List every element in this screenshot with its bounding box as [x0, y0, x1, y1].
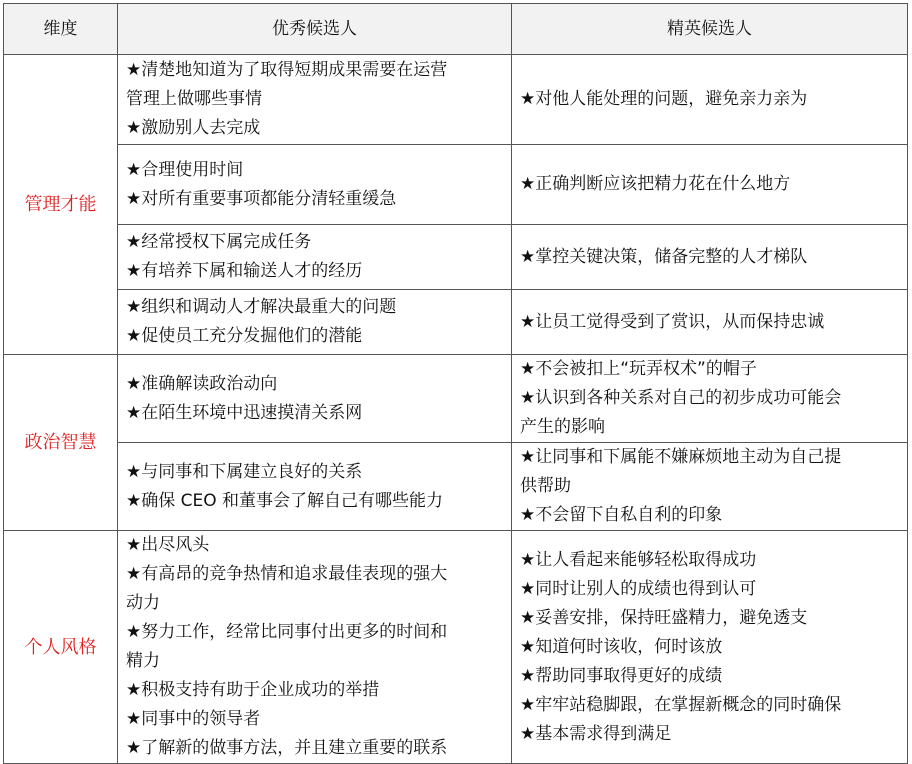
elite-item: ★正确判断应该把精力花在什么地方 — [520, 174, 791, 194]
dimension-style: 个人风格 — [4, 531, 118, 764]
dimension-politics: 政治智慧 — [4, 355, 118, 531]
elite-item: ★妥善安排，保持旺盛精力，避免透支 — [520, 607, 808, 628]
excellent-item: ★激励别人去完成 — [126, 118, 261, 138]
elite-item: ★不会被扣上“玩弄权术”的帽子 — [520, 359, 757, 379]
elite-item: ★不会留下自私自利的印象 — [520, 505, 723, 525]
elite-cell — [512, 443, 908, 531]
elite-cell — [512, 531, 908, 764]
elite-item: ★让员工觉得受到了赏识，从而保持忠诚 — [520, 311, 825, 332]
table-row — [4, 55, 908, 145]
elite-item: ★牢牢站稳脚跟，在掌握新概念的同时确保 — [520, 694, 842, 715]
elite-item: ★让同事和下属能不嫌麻烦地主动为自己提 — [520, 447, 842, 467]
excellent-item: ★经常授权下属完成任务 — [126, 232, 312, 252]
excellent-item: 精力 — [126, 651, 160, 671]
elite-item: ★知道何时该收，何时该放 — [520, 636, 723, 657]
excellent-cell — [118, 531, 512, 764]
excellent-cell — [118, 290, 512, 355]
excellent-item: ★积极支持有助于企业成功的举措 — [126, 680, 380, 700]
excellent-item: ★有培养下属和输送人才的经历 — [126, 261, 363, 281]
elite-cell — [512, 55, 908, 145]
elite-item: ★同时让别人的成绩也得到认可 — [520, 578, 757, 599]
table-row — [4, 225, 908, 290]
header-dimension: 维度 — [4, 4, 118, 55]
excellent-item: ★与同事和下属建立良好的关系 — [126, 461, 363, 482]
table-row — [4, 145, 908, 225]
elite-item: ★对他人能处理的问题，避免亲力亲为 — [520, 89, 808, 109]
elite-cell — [512, 290, 908, 355]
excellent-item: ★在陌生环境中迅速摸清关系网 — [126, 402, 363, 423]
header-row — [4, 4, 908, 55]
excellent-item: ★出尽风头 — [126, 535, 210, 555]
excellent-cell — [118, 443, 512, 531]
table-row — [4, 531, 908, 764]
excellent-item: ★促使员工充分发掘他们的潜能 — [126, 326, 363, 346]
excellent-item: ★合理使用时间 — [126, 159, 244, 180]
excellent-item: ★有高昂的竞争热情和追求最佳表现的强大 — [126, 564, 448, 584]
excellent-cell — [118, 145, 512, 225]
excellent-item: ★同事中的领导者 — [126, 709, 261, 729]
elite-item: ★认识到各种关系对自己的初步成功可能会 — [520, 388, 842, 408]
dimension-management: 管理才能 — [4, 55, 118, 355]
comparison-table — [3, 3, 908, 764]
table-row — [4, 290, 908, 355]
excellent-item: ★努力工作，经常比同事付出更多的时间和 — [126, 622, 448, 642]
header-excellent: 优秀候选人 — [118, 4, 512, 55]
elite-item: ★让人看起来能够轻松取得成功 — [520, 549, 757, 570]
elite-item: ★基本需求得到满足 — [520, 723, 672, 744]
elite-cell — [512, 355, 908, 443]
table-row — [4, 443, 908, 531]
excellent-item: ★组织和调动人才解决最重大的问题 — [126, 297, 397, 317]
elite-item: ★掌控关键决策，储备完整的人才梯队 — [520, 246, 808, 267]
table-row — [4, 355, 908, 443]
excellent-cell — [118, 55, 512, 145]
excellent-item: ★确保 CEO 和董事会了解自己有哪些能力 — [126, 490, 444, 511]
elite-item: 供帮助 — [520, 476, 571, 496]
excellent-item: 动力 — [126, 593, 160, 613]
header-elite: 精英候选人 — [512, 4, 908, 55]
elite-cell — [512, 145, 908, 225]
excellent-cell — [118, 355, 512, 443]
elite-item: 产生的影响 — [520, 417, 605, 437]
elite-cell — [512, 225, 908, 290]
excellent-item: ★对所有重要事项都能分清轻重缓急 — [126, 188, 397, 209]
excellent-item: ★清楚地知道为了取得短期成果需要在运营 — [126, 60, 448, 80]
excellent-item: ★了解新的做事方法，并且建立重要的联系 — [126, 738, 448, 758]
excellent-cell — [118, 225, 512, 290]
excellent-item: 管理上做哪些事情 — [126, 89, 262, 109]
elite-item: ★帮助同事取得更好的成绩 — [520, 665, 723, 686]
excellent-item: ★准确解读政治动向 — [126, 373, 278, 394]
